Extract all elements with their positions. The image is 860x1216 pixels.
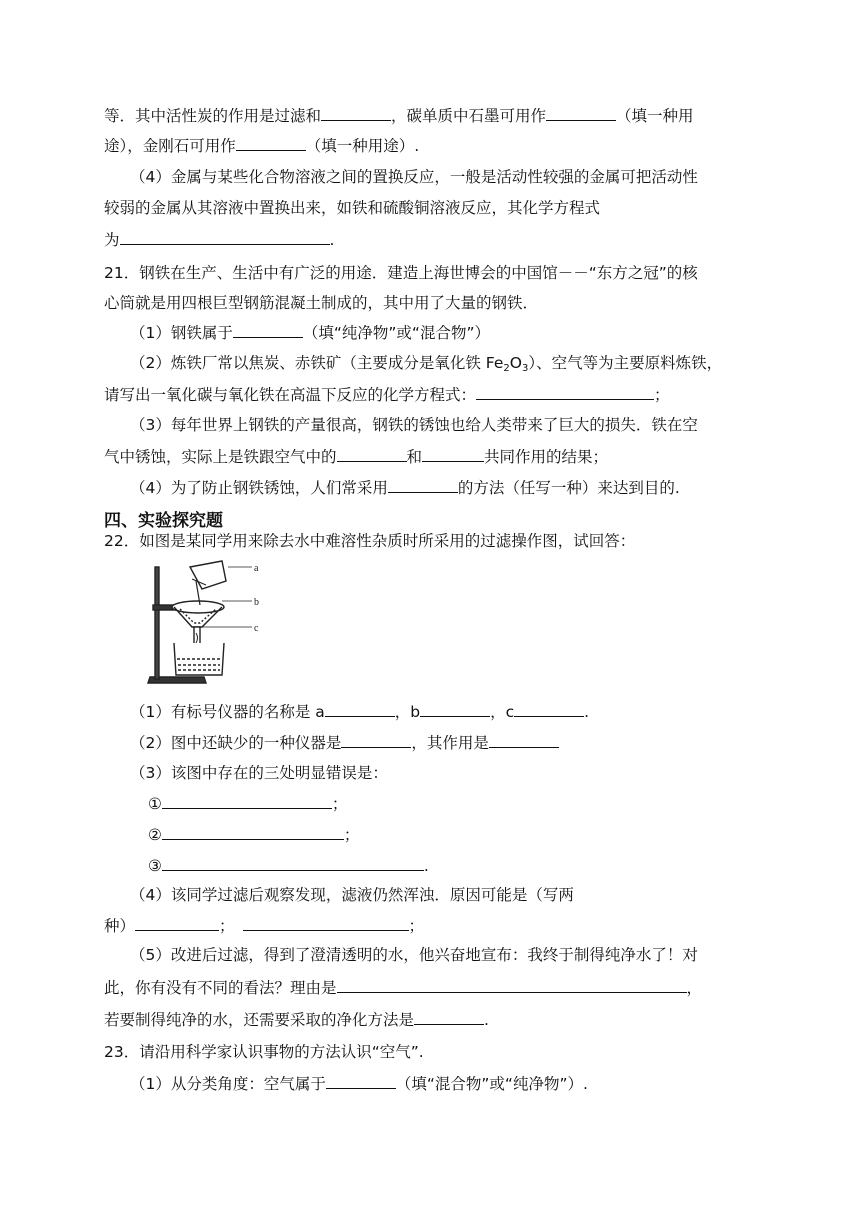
text: （填“混合物”或“纯净物”）. <box>395 1075 588 1093</box>
q21-part3-line-2 <box>104 445 608 468</box>
text: . <box>423 857 429 875</box>
text: （1）钢铁属于 <box>130 324 233 342</box>
section-heading: 四、实验探究题 <box>104 511 223 531</box>
q20-line-2 <box>104 134 419 157</box>
text: ； <box>408 917 425 935</box>
filtration-apparatus-figure <box>140 555 280 693</box>
q22-error-3 <box>148 854 429 877</box>
text: . <box>484 1011 489 1029</box>
text: （填一种用 <box>616 107 694 125</box>
text: 和 <box>406 448 423 466</box>
answer-blank[interactable] <box>414 1008 484 1025</box>
answer-blank[interactable] <box>162 823 344 840</box>
q23-line-1: 23．请沿用科学家认识事物的方法认识“空气”. <box>104 1043 424 1061</box>
answer-blank[interactable] <box>162 792 332 809</box>
figure-label-b: b <box>254 597 259 608</box>
answer-blank[interactable] <box>337 976 687 993</box>
text: （2）图中还缺少的一种仪器是 <box>130 734 342 752</box>
q22-part2 <box>130 731 559 754</box>
q22-part5-line-3 <box>104 1008 489 1031</box>
text: （4）为了防止钢铁锈蚀，人们常采用 <box>130 479 388 497</box>
answer-blank[interactable] <box>236 134 306 151</box>
q22-part3: （3）该图中存在的三处明显错误是： <box>130 764 388 782</box>
answer-blank[interactable] <box>341 731 411 748</box>
text: （填“纯净物”或“混合物”） <box>302 324 490 342</box>
answer-blank[interactable] <box>337 445 407 462</box>
text: ； <box>654 386 670 404</box>
answer-blank[interactable] <box>135 914 219 931</box>
text: O <box>509 354 522 372</box>
circled-number: ② <box>148 826 162 844</box>
text: ； <box>331 795 348 813</box>
text: ，b <box>394 703 421 721</box>
text: . <box>584 703 590 721</box>
subscript: 2 <box>503 363 510 374</box>
circled-number: ③ <box>148 857 162 875</box>
text: （填一种用途）. <box>305 137 420 155</box>
q21-part3-line-1: （3）每年世界上钢铁的产量很高，钢铁的锈蚀也给人类带来了巨大的损失．铁在空 <box>130 416 698 434</box>
q20-part4-line-2: 较弱的金属从其溶液中置换出来，如铁和硫酸铜溶液反应，其化学方程式 <box>104 199 601 217</box>
text: 若要制得纯净的水，还需要采取的净化方法是 <box>104 1011 415 1029</box>
answer-blank[interactable] <box>162 854 424 871</box>
q21-part2-line-2 <box>104 383 670 406</box>
answer-blank[interactable] <box>321 104 391 121</box>
answer-blank[interactable] <box>546 104 616 121</box>
text: 种） <box>104 917 136 935</box>
q22-part5-line-2 <box>104 976 702 999</box>
q21-part1 <box>130 321 490 344</box>
text: ）、空气等为主要原料炼铁， <box>528 354 723 372</box>
figure-label-a: a <box>254 563 259 574</box>
answer-blank[interactable] <box>325 700 395 717</box>
answer-blank[interactable] <box>514 700 584 717</box>
text: 共同作用的结果； <box>484 448 609 466</box>
answer-blank[interactable] <box>489 731 559 748</box>
answer-blank[interactable] <box>243 914 409 931</box>
text: （2）炼铁厂常以焦炭、赤铁矿（主要成分是氧化铁 Fe <box>130 354 504 372</box>
text: . <box>329 231 335 249</box>
answer-blank[interactable] <box>422 445 484 462</box>
answer-blank[interactable] <box>120 228 330 245</box>
text: 为 <box>104 231 120 249</box>
text: ； <box>343 826 360 844</box>
q21-line-1: 21．钢铁在生产、生活中有广泛的用途．建造上海世博会的中国馆－－“东方之冠”的核 <box>104 264 698 282</box>
text: ，c <box>490 703 515 721</box>
text: （1）有标号仪器的名称是 a <box>130 703 325 721</box>
answer-blank[interactable] <box>326 1072 396 1089</box>
text: ； <box>219 917 235 935</box>
q20-line-1 <box>104 104 694 127</box>
subscript: 3 <box>521 363 529 374</box>
q21-part2-line-1 <box>130 352 722 374</box>
q21-part4 <box>130 476 680 499</box>
q23-part1 <box>130 1072 588 1095</box>
q22-part5-line-1: （5）改进后过滤，得到了澄清透明的水，他兴奋地宣布：我终于制得纯净水了！对 <box>130 946 698 964</box>
answer-blank[interactable] <box>420 700 490 717</box>
q22-part1 <box>130 700 589 723</box>
answer-blank[interactable] <box>388 476 458 493</box>
text: ，碳单质中石墨可用作 <box>391 107 547 125</box>
q21-line-2: 心筒就是用四根巨型钢筋混凝土制成的，其中用了大量的钢铁． <box>104 294 539 312</box>
text: 等．其中活性炭的作用是过滤和 <box>104 107 322 125</box>
text: 的方法（任写一种）来达到目的. <box>457 479 680 497</box>
q22-part4-line-1: （4）该同学过滤后观察发现，滤液仍然浑浊．原因可能是（写两 <box>130 886 574 904</box>
text: ，其作用是 <box>411 734 489 752</box>
text: 气中锈蚀，实际上是铁跟空气中的 <box>104 448 337 466</box>
q22-intro: 22．如图是某同学用来除去水中难溶性杂质时所采用的过滤操作图，试回答： <box>104 532 636 550</box>
text: ， <box>686 979 703 997</box>
figure-label-c: c <box>254 623 259 634</box>
text: 途），金刚石可用作 <box>104 137 236 155</box>
answer-blank[interactable] <box>233 321 303 338</box>
text: 请写出一氧化碳与氧化铁在高温下反应的化学方程式： <box>104 386 477 404</box>
text: （1）从分类角度：空气属于 <box>130 1075 326 1093</box>
circled-number: ① <box>148 795 162 813</box>
q22-error-2 <box>148 823 359 846</box>
answer-blank[interactable] <box>476 383 654 400</box>
text: 此，你有没有不同的看法？理由是 <box>104 979 337 997</box>
q20-part4-line-1: （4）金属与某些化合物溶液之间的置换反应，一般是活动性较强的金属可把活动性 <box>130 168 698 186</box>
q22-part4-line-2 <box>104 914 424 937</box>
q20-part4-line-3 <box>104 228 334 251</box>
q22-error-1 <box>148 792 347 815</box>
